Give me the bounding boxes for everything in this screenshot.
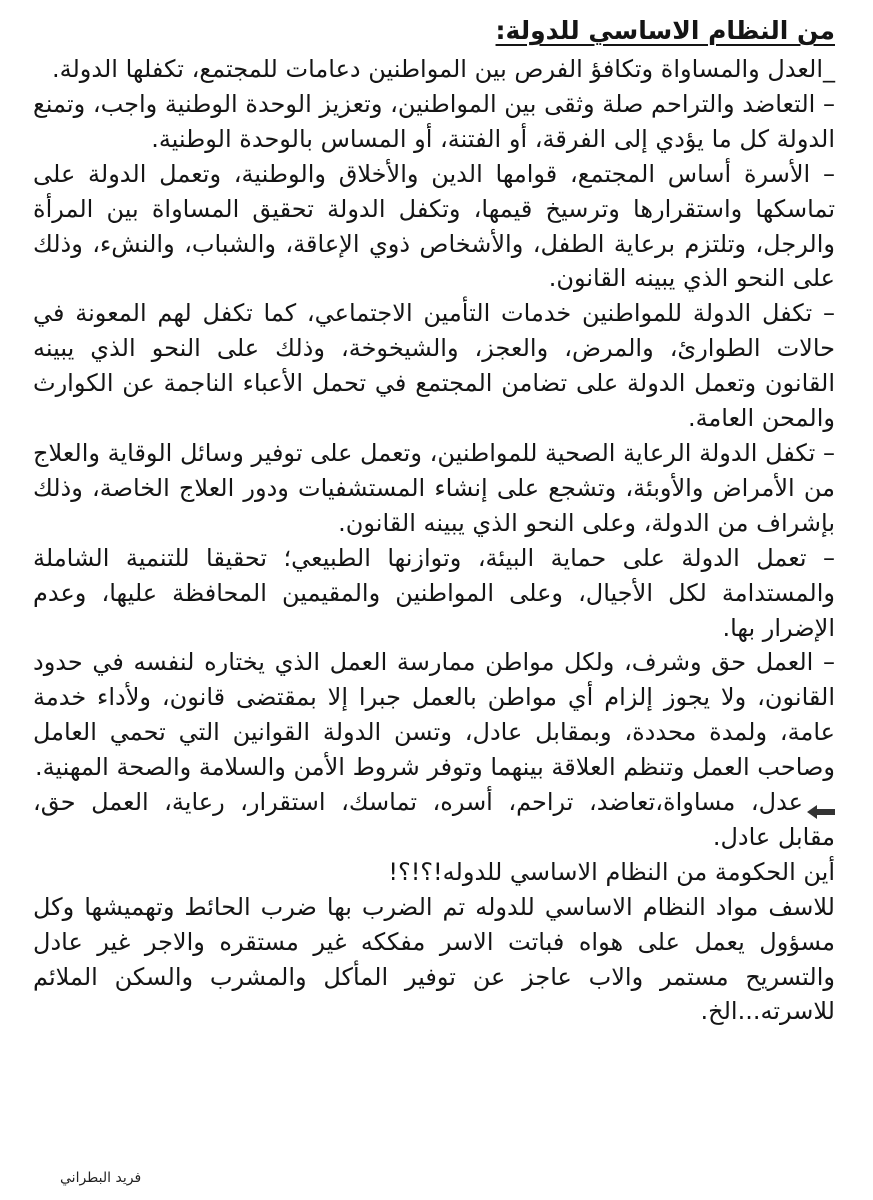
document-body [33, 14, 835, 1029]
paragraph-justice: _العدل والمساواة وتكافؤ الفرص بين المواطنين دعامات للمجتمع، تكفلها الدولة. [51, 55, 835, 83]
summary-text: عدل، مساواة،تعاضد، تراحم، أسره، تماسك، استقرار، رعاية، العمل حق، مقابل عادل. [33, 788, 835, 851]
summary-line [33, 785, 835, 855]
paragraph-health-care: – تكفل الدولة الرعاية الصحية للمواطنين، وتعمل على توفير وسائل الوقاية والعلاج من الأمراض والأوبئة، وتشجع على إنشاء المستشفيات ودور العلاج الخاصة، وذلك بإشراف من الدولة، وعلى النحو الذي يبينه القانون. [33, 438, 835, 537]
document-title: من النظام الاساسي للدولة: [495, 16, 835, 45]
paragraph-solidarity: – التعاضد والتراحم صلة وثقى بين المواطنين، وتعزيز الوحدة الوطنية واجب، وتمنع الدولة كل ما يؤدي إلى الفرقة، أو الفتنة، أو المساس بالوحدة الوطنية. [33, 89, 835, 153]
paragraph-environment: – تعمل الدولة على حماية البيئة، وتوازنها الطبيعي؛ تحقيقا للتنمية الشاملة والمستدامة لكل الأجيال، وعلى المواطنين والمقيمين المحافظة عليها، وعدم الإضرار بها. [33, 543, 835, 642]
author-name: فريد البطراني [60, 1170, 142, 1186]
paragraph-social-insurance: – تكفل الدولة للمواطنين خدمات التأمين الاجتماعي، كما تكفل لهم المعونة في حالات الطوارئ، والمرض، والعجز، والشيخوخة، وذلك على النحو الذي يبينه القانون وتعمل الدولة على تضامن المجتمع في تحمل الأعباء الناجمة عن الكوارث والمحن العامة. [33, 299, 835, 433]
paragraph-work: – العمل حق وشرف، ولكل مواطن ممارسة العمل الذي يختاره لنفسه في حدود القانون، ولا يجوز إلزام أي مواطن بالعمل جبرا إلا بمقتضى قانون، ولأداء خدمة عامة، ولمدة محددة، وبمقابل عادل، وتسن الدولة القوانين التي تحمي العامل وصاحب العمل وتنظم العلاقة بينهما وتوفر شروط الأمن والسلامة والصحة المهنية. [33, 648, 835, 782]
question-line: أين الحكومة من النظام الاساسي للدوله!؟!؟! [388, 857, 835, 886]
left-arrow-icon [807, 795, 835, 811]
paragraph-family: – الأسرة أساس المجتمع، قوامها الدين والأخلاق والوطنية، وتعمل الدولة على تماسكها واستقرارها وترسيخ قيمها، وتكفل الدولة تحقيق المساواة بين المرأة والرجل، وتلتزم برعاية الطفل، والأشخاص ذوي الإعاقة، والشباب، والنشء، وذلك على النحو الذي يبينه القانون. [33, 159, 835, 293]
closing-paragraph: للاسف مواد النظام الاساسي للدوله تم الضرب بها ضرب الحائط وتهميشها وكل مسؤول يعمل على هواه فباتت الاسر مفككه غير مستقره والاجر غير عادل والتسريح مستمر والاب عاجز عن توفير المأكل والمشرب والسكن الملائم للاسرته...الخ. [33, 892, 835, 1026]
